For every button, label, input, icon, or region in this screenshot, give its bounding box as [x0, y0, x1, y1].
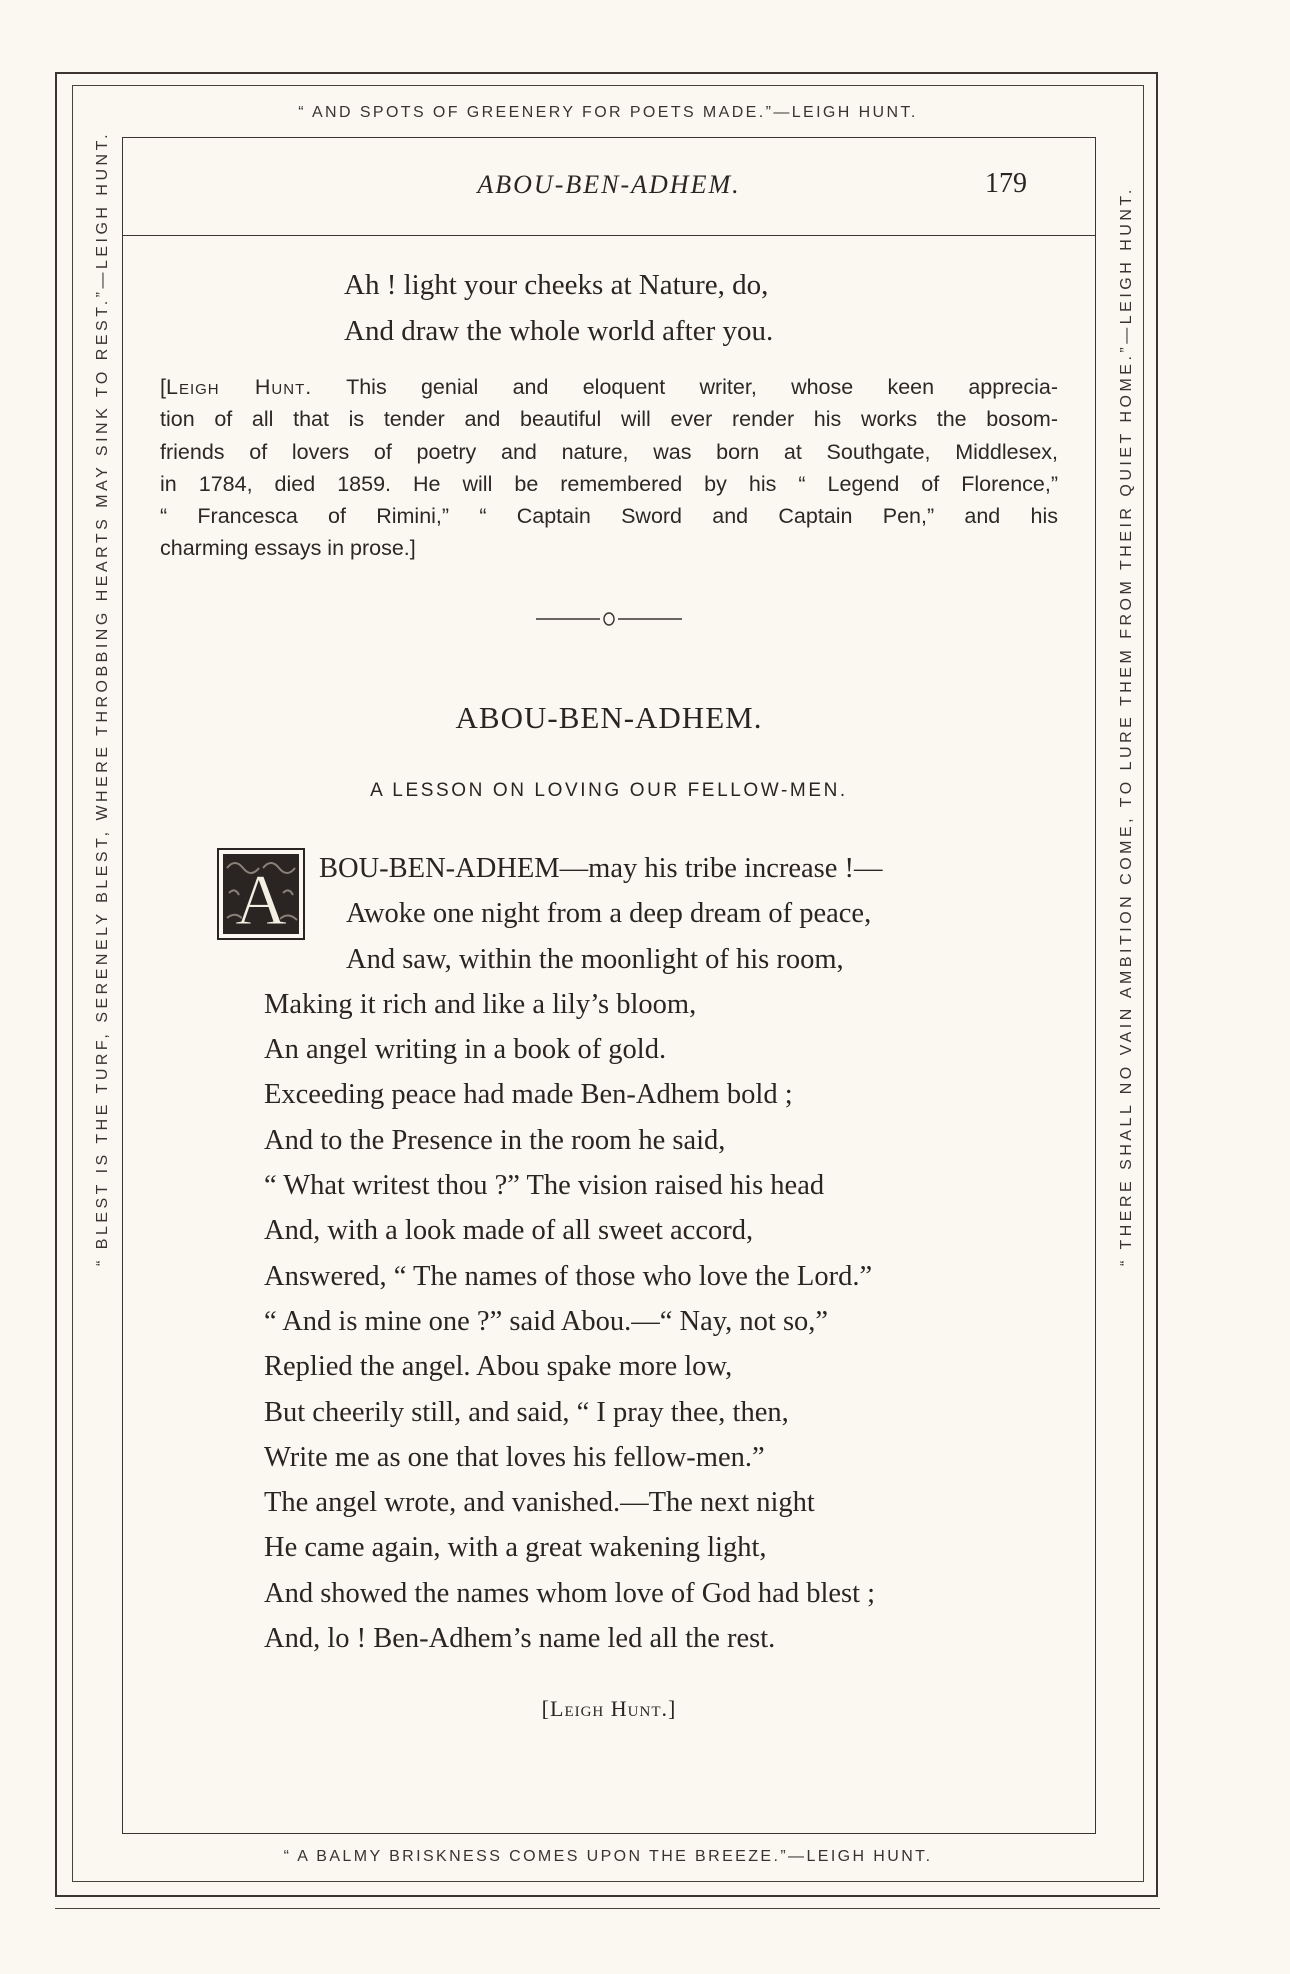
bio-line — [160, 371, 1058, 403]
poem-line: And saw, within the moonlight of his room, — [346, 943, 844, 975]
header-rule — [122, 235, 1096, 236]
attribution-close: .] — [661, 1696, 677, 1721]
bio-line: charming essays in prose.] — [160, 536, 416, 561]
poem-line: “ What writest thou ?” The vision raised his head — [264, 1170, 825, 1202]
bottom-rule — [55, 1908, 1160, 1909]
poem-body — [264, 846, 883, 1661]
poem-line: And, with a look made of all sweet accord, — [264, 1215, 754, 1247]
poem-line: And showed the names whom love of God had blest ; — [264, 1577, 876, 1609]
border-quote-left: “ BLEST IS THE TURF, SERENELY BLEST, WHERE THROBBING HEARTS MAY SINK TO REST.”—LEIGH HUNT. — [94, 130, 111, 1266]
poem-attribution — [122, 1696, 1096, 1722]
poem-line: Exceeding peace had made Ben-Adhem bold ; — [264, 1079, 793, 1111]
poem-title: ABOU-BEN-ADHEM. — [455, 700, 763, 735]
poem-line: Write me as one that loves his fellow-men.” — [264, 1441, 765, 1473]
bio-line: tion of all that is tender and beautiful will ever render his works the bosom- — [160, 407, 1058, 432]
attribution-author: Leigh Hunt — [550, 1696, 662, 1721]
bio-open-bracket: [ — [160, 375, 166, 399]
drop-cap-glyph: A — [235, 860, 287, 940]
poem-line: But cheerily still, and said, “ I pray thee, then, — [264, 1396, 789, 1428]
verse-intro — [344, 262, 773, 354]
biographical-note — [160, 371, 1058, 565]
border-quote-bottom: “ A BALMY BRISKNESS COMES UPON THE BREEZE.”—LEIGH HUNT. — [283, 1848, 933, 1865]
poem-line: “ And is mine one ?” said Abou.—“ Nay, not so,” — [264, 1305, 829, 1337]
poem-subtitle: A LESSON ON LOVING OUR FELLOW-MEN. — [370, 780, 848, 801]
poem-line: Answered, “ The names of those who love the Lord.” — [264, 1260, 873, 1292]
poem-line: An angel writing in a book of gold. — [264, 1034, 667, 1066]
poem-line: And, lo ! Ben-Adhem’s name led all the rest. — [264, 1623, 776, 1655]
verse-intro-line: Ah ! light your cheeks at Nature, do, — [344, 269, 769, 301]
border-quote-right: “ THERE SHALL NO VAIN AMBITION COME, TO LURE THEM FROM THEIR QUIET HOME.”—LEIGH HUNT. — [1118, 186, 1135, 1266]
poem-line: And to the Presence in the room he said, — [264, 1124, 726, 1156]
poem-line: BOU-BEN-ADHEM—may his tribe increase !— — [319, 853, 883, 884]
bio-line: “ Francesca of Rimini,” “ Captain Sword and Captain Pen,” and his — [160, 504, 1058, 529]
verse-intro-line: And draw the whole world after you. — [344, 315, 774, 347]
poem-line: He came again, with a great wakening light, — [264, 1532, 767, 1564]
bio-author-name: Leigh Hunt. — [165, 375, 313, 399]
divider-circle — [604, 613, 614, 625]
bio-line: in 1784, died 1859. He will be remembered by his “ Legend of Florence,” — [160, 471, 1058, 496]
poem-line: The angel wrote, and vanished.—The next night — [264, 1487, 815, 1519]
running-head: ABOU-BEN-ADHEM. — [477, 170, 741, 199]
bio-line: friends of lovers of poetry and nature, was born at Southgate, Middlesex, — [160, 439, 1058, 464]
bio-line-rest: This genial and eloquent writer, whose keen apprecia- — [312, 375, 1058, 399]
page-number: 179 — [985, 168, 1027, 199]
attribution-open: [ — [541, 1696, 550, 1721]
poem-line: Replied the angel. Abou spake more low, — [264, 1351, 733, 1383]
poem-line: Making it rich and like a lily’s bloom, — [264, 988, 697, 1020]
border-quote-top: “ AND SPOTS OF GREENERY FOR POETS MADE.”—LEIGH HUNT. — [298, 104, 918, 121]
poem-line: Awoke one night from a deep dream of peace, — [346, 898, 872, 930]
section-divider-ornament — [536, 608, 682, 628]
